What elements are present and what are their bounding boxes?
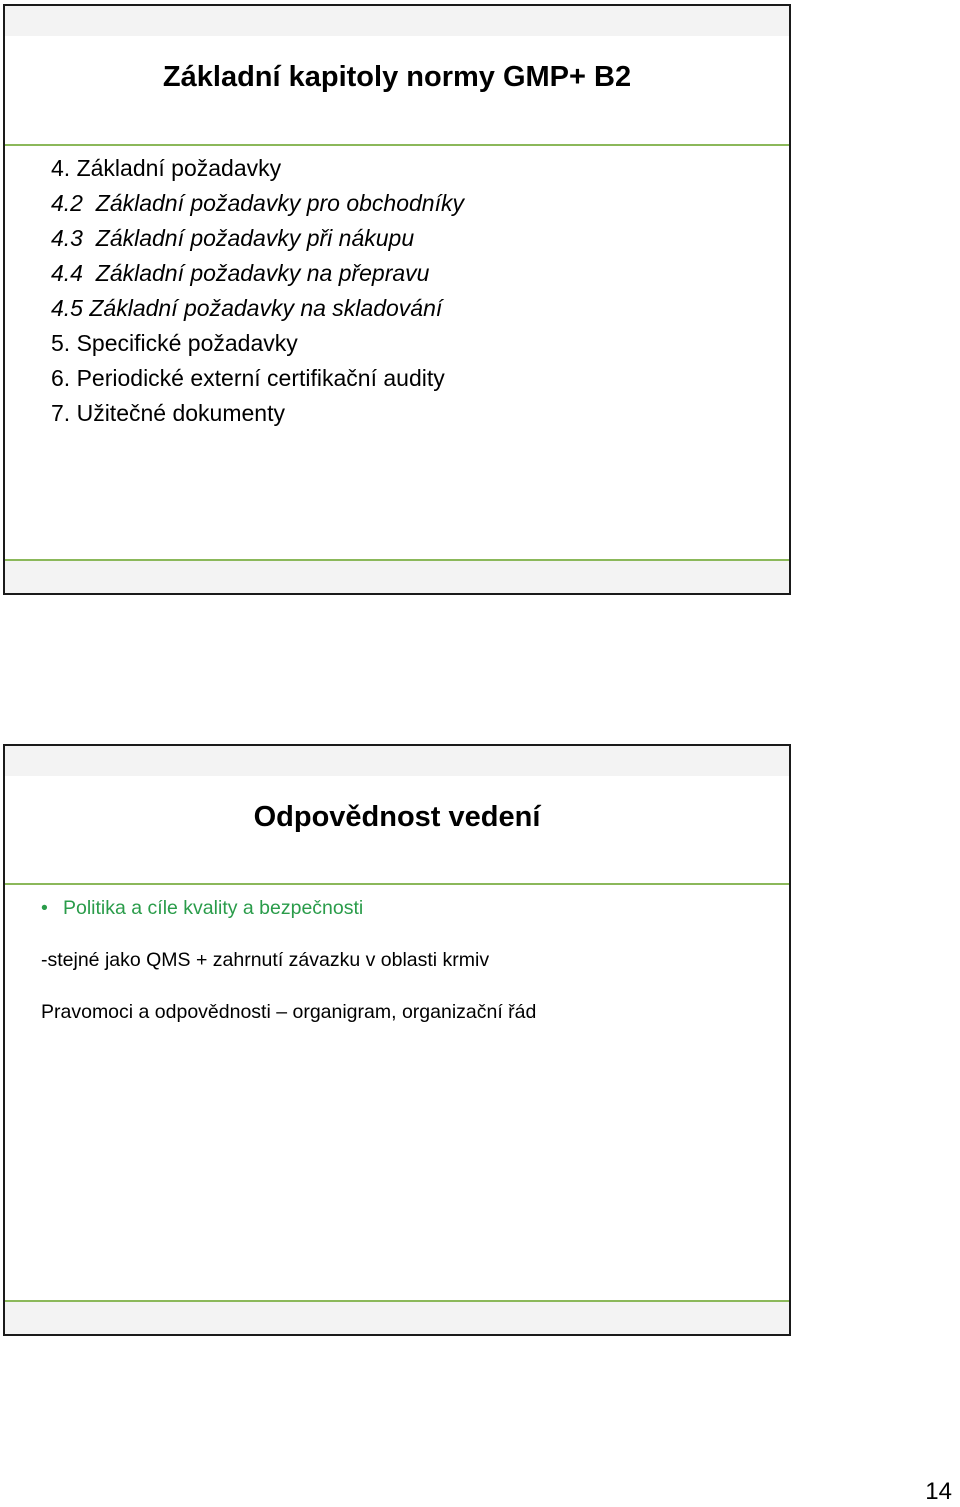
slide-header-band bbox=[5, 746, 789, 776]
item-text: Základní požadavky bbox=[76, 155, 282, 181]
item-number: 4. bbox=[51, 155, 71, 181]
slide-footer-band bbox=[5, 561, 789, 593]
list-item bbox=[51, 260, 429, 287]
list-item bbox=[51, 365, 445, 392]
item-text: Periodické externí certifikační audity bbox=[76, 365, 445, 391]
item-text: Základní požadavky při nákupu bbox=[95, 225, 415, 251]
item-number: 4.2 bbox=[51, 190, 83, 216]
item-text: Specifické požadavky bbox=[76, 330, 298, 356]
slide-1 bbox=[3, 4, 791, 595]
text-line: -stejné jako QMS + zahrnutí závazku v oblasti krmiv bbox=[41, 949, 490, 971]
item-text: Základní požadavky na skladování bbox=[89, 295, 443, 321]
page-number: 14 bbox=[925, 1478, 952, 1505]
item-text: Užitečné dokumenty bbox=[76, 400, 285, 426]
item-number: 4.5 bbox=[51, 295, 83, 321]
item-text: Základní požadavky pro obchodníky bbox=[95, 190, 464, 216]
item-number: 6. bbox=[51, 365, 71, 391]
bullet-text: Politika a cíle kvality a bezpečnosti bbox=[63, 897, 364, 919]
slide-header-band bbox=[5, 6, 789, 36]
list-item bbox=[51, 190, 464, 217]
item-number: 5. bbox=[51, 330, 71, 356]
list-item bbox=[51, 295, 442, 322]
item-number: 4.3 bbox=[51, 225, 83, 251]
list-item bbox=[51, 400, 285, 427]
slide-2 bbox=[3, 744, 791, 1336]
bullet-icon: • bbox=[41, 897, 48, 919]
slide-footer-band bbox=[5, 1302, 789, 1334]
item-number: 7. bbox=[51, 400, 71, 426]
list-item bbox=[51, 225, 414, 252]
text-line: Pravomoci a odpovědnosti – organigram, organizační řád bbox=[41, 1001, 537, 1023]
slide-title: Základní kapitoly normy GMP+ B2 bbox=[162, 61, 632, 93]
slide-title: Odpovědnost vedení bbox=[253, 801, 541, 833]
list-item bbox=[51, 330, 298, 357]
title-divider bbox=[5, 883, 789, 885]
title-divider bbox=[5, 144, 789, 146]
list-item bbox=[51, 155, 281, 182]
bullet-item bbox=[41, 897, 363, 920]
item-number: 4.4 bbox=[51, 260, 83, 286]
item-text: Základní požadavky na přepravu bbox=[95, 260, 430, 286]
